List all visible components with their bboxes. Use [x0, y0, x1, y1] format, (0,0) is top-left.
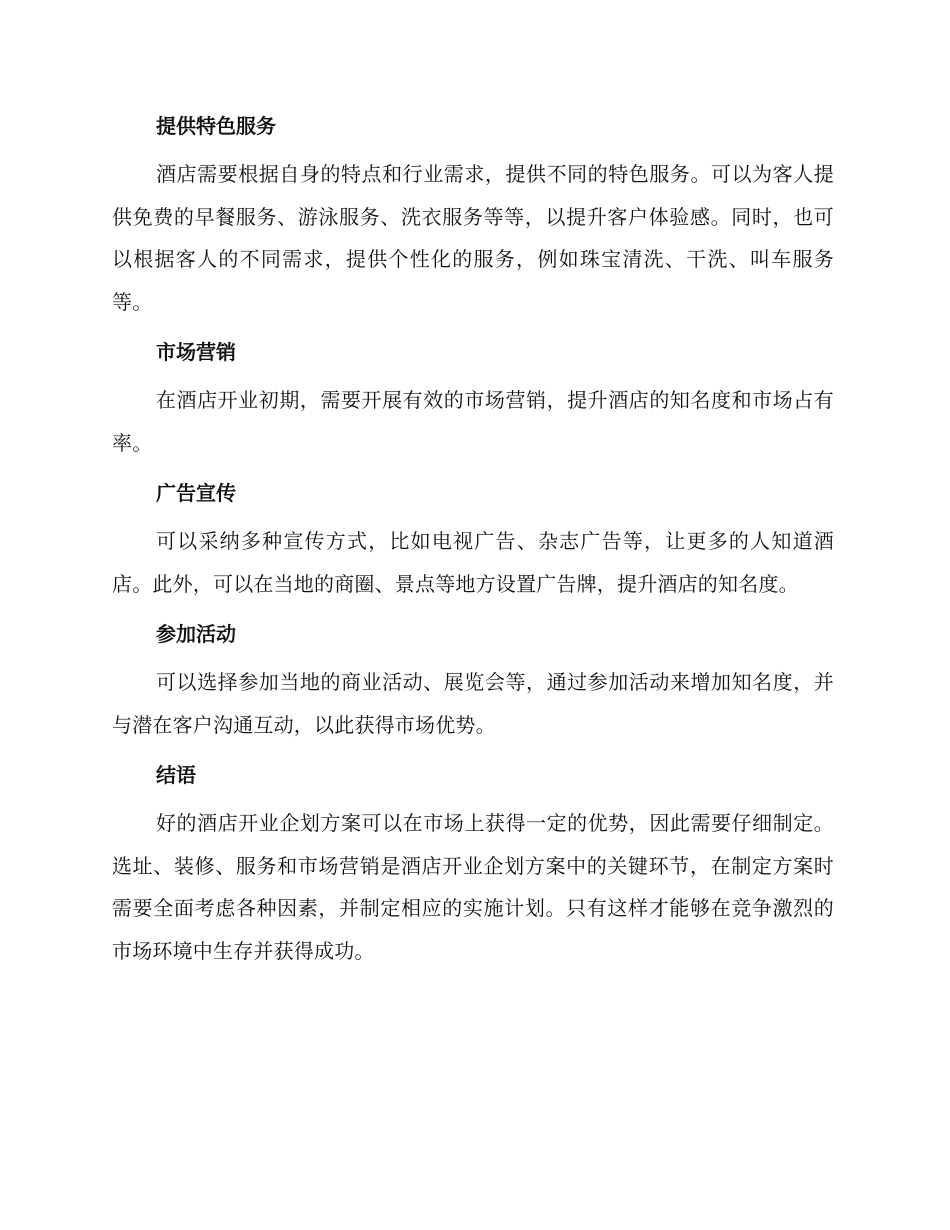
- section-heading-conclusion: 结语: [156, 763, 196, 787]
- section-body-conclusion: 好的酒店开业企划方案可以在市场上获得一定的优势，因此需要仔细制定。选址、装修、服务和市场营销是酒店开业企划方案中的关键环节，在制定方案时需要全面考虑各种因素，并制定相应的实施计划。只有这样才能够在竞争激烈的市场环境中生存并获得成功。: [112, 811, 834, 963]
- section-heading-events: 参加活动: [156, 622, 236, 646]
- section-body-marketing: 在酒店开业初期，需要开展有效的市场营销，提升酒店的知名度和市场占有率。: [112, 388, 834, 455]
- section-heading-special-services: 提供特色服务: [156, 114, 276, 138]
- document-content: [112, 104, 834, 979]
- section-heading-advertising: 广告宣传: [156, 481, 236, 505]
- section-body-advertising: 可以采纳多种宣传方式，比如电视广告、杂志广告等，让更多的人知道酒店。此外，可以在当地的商圈、景点等地方设置广告牌，提升酒店的知名度。: [112, 529, 834, 596]
- section-body-special-services: 酒店需要根据自身的特点和行业需求，提供不同的特色服务。可以为客人提供免费的早餐服务、游泳服务、洗衣服务等等，以提升客户体验感。同时，也可以根据客人的不同需求，提供个性化的服务，例如珠宝清洗、干洗、叫车服务等。: [112, 162, 834, 314]
- section-body-events: 可以选择参加当地的商业活动、展览会等，通过参加活动来增加知名度，并与潜在客户沟通互动，以此获得市场优势。: [112, 670, 834, 737]
- section-heading-marketing: 市场营销: [156, 340, 236, 364]
